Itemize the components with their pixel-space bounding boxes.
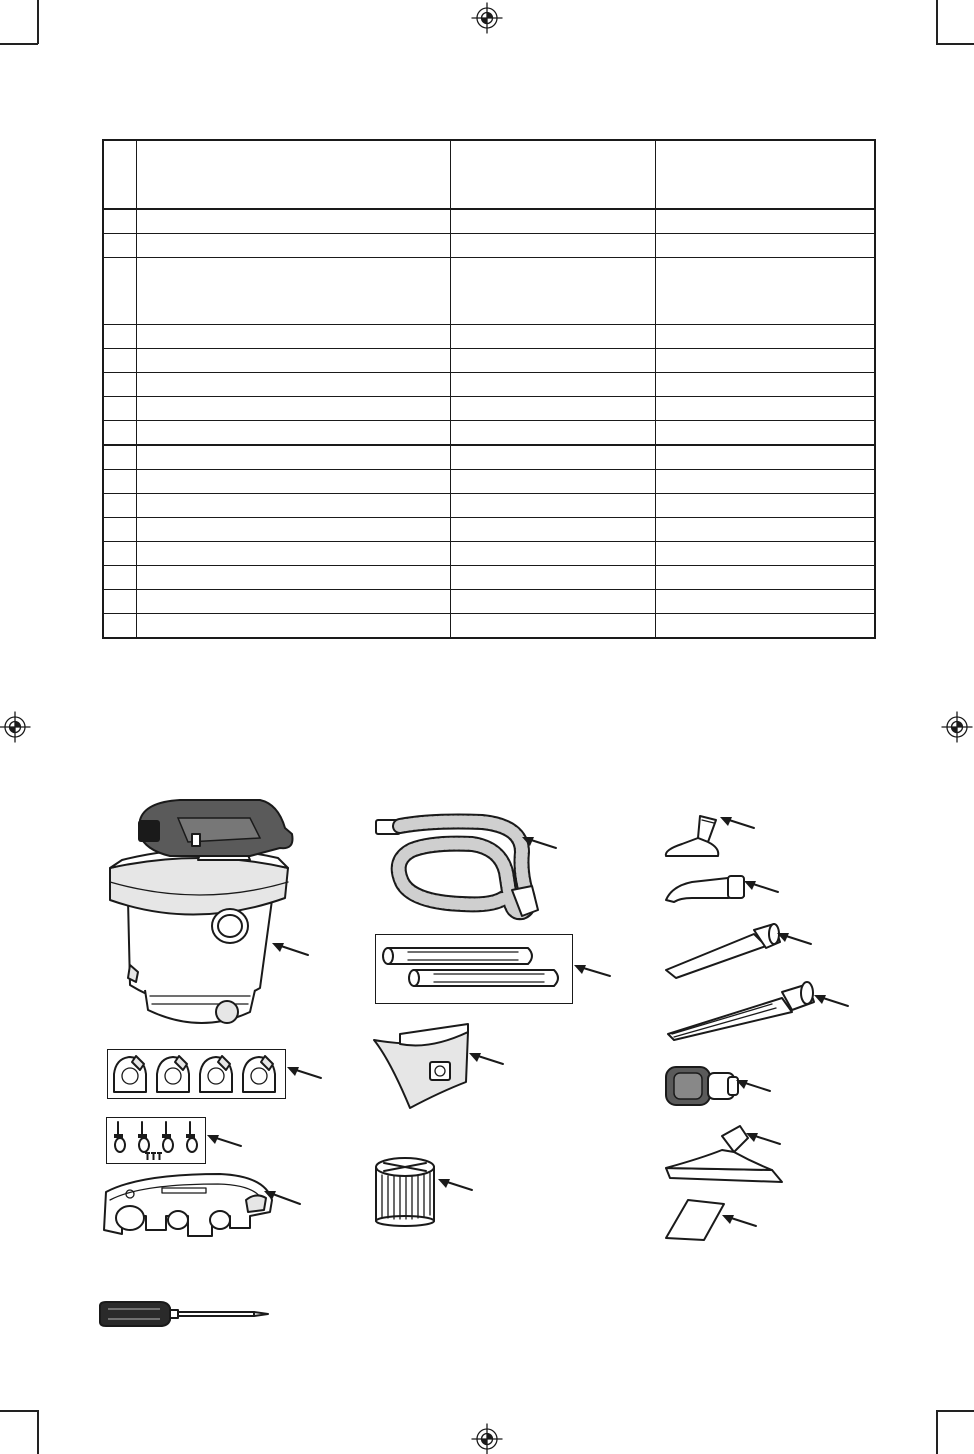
brush-crevice-tool-illustration — [662, 980, 822, 1042]
table-cell — [655, 349, 875, 373]
table-row — [103, 325, 875, 349]
table-cell — [103, 373, 136, 397]
crop-mark — [0, 1410, 38, 1412]
arrow-icon — [436, 1176, 476, 1196]
table-cell — [136, 258, 450, 325]
table-cell — [103, 566, 136, 590]
table-cell — [103, 590, 136, 614]
arrow-icon — [812, 992, 852, 1012]
table-cell — [136, 566, 450, 590]
table-cell — [655, 470, 875, 494]
crop-mark — [936, 1410, 938, 1454]
table-cell — [136, 614, 450, 639]
cartridge-filter-illustration — [372, 1155, 438, 1227]
table-row — [103, 421, 875, 446]
phillips-screwdriver-illustration — [96, 1300, 270, 1328]
arrow-icon — [718, 814, 758, 834]
dust-bag-illustration — [370, 1020, 480, 1115]
table-row — [103, 349, 875, 373]
table-cell — [655, 421, 875, 446]
header-qty — [655, 140, 875, 209]
table-row — [103, 494, 875, 518]
crop-mark — [0, 43, 38, 45]
gulper-nozzle-illustration — [662, 812, 722, 860]
table-cell — [136, 373, 450, 397]
table-cell — [136, 590, 450, 614]
parts-list-table — [102, 139, 876, 639]
table-cell — [450, 566, 655, 590]
table-row — [103, 397, 875, 421]
table-cell — [655, 373, 875, 397]
table-cell — [103, 325, 136, 349]
table-cell — [136, 325, 450, 349]
arrow-icon — [734, 1077, 774, 1097]
table-cell — [450, 494, 655, 518]
arrow-icon — [520, 834, 560, 854]
table-cell — [450, 421, 655, 446]
extension-wands-illustration — [378, 938, 570, 1000]
crop-mark — [936, 43, 974, 45]
table-row — [103, 470, 875, 494]
table-cell — [450, 590, 655, 614]
table-cell — [450, 373, 655, 397]
table-row — [103, 373, 875, 397]
table-cell — [655, 209, 875, 234]
table-cell — [136, 518, 450, 542]
crop-mark — [37, 0, 39, 44]
table-row — [103, 445, 875, 470]
table-cell — [655, 258, 875, 325]
table-row — [103, 566, 875, 590]
vacuum-tank-illustration — [100, 790, 330, 1030]
table-cell — [136, 445, 450, 470]
crevice-tool-illustration — [662, 920, 782, 980]
table-cell — [655, 566, 875, 590]
table-cell — [450, 614, 655, 639]
header-key-no — [103, 140, 136, 209]
crop-mark — [936, 1410, 974, 1412]
table-cell — [655, 518, 875, 542]
table-cell — [136, 542, 450, 566]
table-cell — [450, 349, 655, 373]
table-cell — [450, 445, 655, 470]
header-description — [136, 140, 450, 209]
table-cell — [655, 397, 875, 421]
table-cell — [103, 258, 136, 325]
table-cell — [103, 234, 136, 258]
table-cell — [103, 445, 136, 470]
table-cell — [136, 421, 450, 446]
table-cell — [136, 349, 450, 373]
table-cell — [103, 209, 136, 234]
operators-manual-illustration — [662, 1196, 728, 1244]
header-part-no — [450, 140, 655, 209]
caster-feet-illustration — [110, 1052, 285, 1098]
arrow-icon — [742, 878, 782, 898]
table-cell — [450, 234, 655, 258]
table-row — [103, 542, 875, 566]
table-row — [103, 258, 875, 325]
table-cell — [136, 494, 450, 518]
arrow-icon — [775, 930, 815, 950]
table-row — [103, 518, 875, 542]
registration-mark-icon — [0, 712, 30, 742]
table-row — [103, 614, 875, 639]
table-cell — [450, 542, 655, 566]
table-cell — [450, 397, 655, 421]
table-cell — [103, 470, 136, 494]
arrow-icon — [270, 940, 310, 960]
table-cell — [655, 445, 875, 470]
table-cell — [655, 234, 875, 258]
arrow-icon — [467, 1050, 507, 1070]
table-header-row — [103, 140, 875, 209]
arrow-icon — [285, 1064, 325, 1084]
arrow-icon — [572, 962, 612, 982]
registration-mark-icon — [472, 3, 502, 33]
accessory-rack-illustration — [100, 1170, 280, 1245]
arrow-icon — [744, 1130, 784, 1150]
table-row — [103, 590, 875, 614]
crop-mark — [936, 0, 938, 44]
table-cell — [655, 494, 875, 518]
table-cell — [136, 234, 450, 258]
table-cell — [136, 397, 450, 421]
table-cell — [103, 421, 136, 446]
table-cell — [103, 494, 136, 518]
table-cell — [103, 542, 136, 566]
table-cell — [103, 349, 136, 373]
table-cell — [655, 542, 875, 566]
arrow-icon — [205, 1132, 245, 1152]
table-row — [103, 209, 875, 234]
table-cell — [103, 614, 136, 639]
table-row — [103, 234, 875, 258]
arrow-icon — [262, 1188, 302, 1208]
table-cell — [450, 470, 655, 494]
table-cell — [655, 614, 875, 639]
table-cell — [450, 258, 655, 325]
table-cell — [136, 209, 450, 234]
table-cell — [136, 470, 450, 494]
table-cell — [450, 209, 655, 234]
table-cell — [655, 590, 875, 614]
casters-and-screws-illustration — [110, 1120, 205, 1162]
hose-illustration — [372, 812, 550, 922]
table-cell — [103, 518, 136, 542]
arrow-icon — [720, 1212, 760, 1232]
claw-nozzle-illustration — [662, 870, 748, 906]
registration-mark-icon — [942, 712, 972, 742]
crop-mark — [37, 1410, 39, 1454]
registration-mark-icon — [472, 1424, 502, 1454]
table-cell — [655, 325, 875, 349]
table-cell — [103, 397, 136, 421]
table-cell — [450, 325, 655, 349]
table-cell — [450, 518, 655, 542]
